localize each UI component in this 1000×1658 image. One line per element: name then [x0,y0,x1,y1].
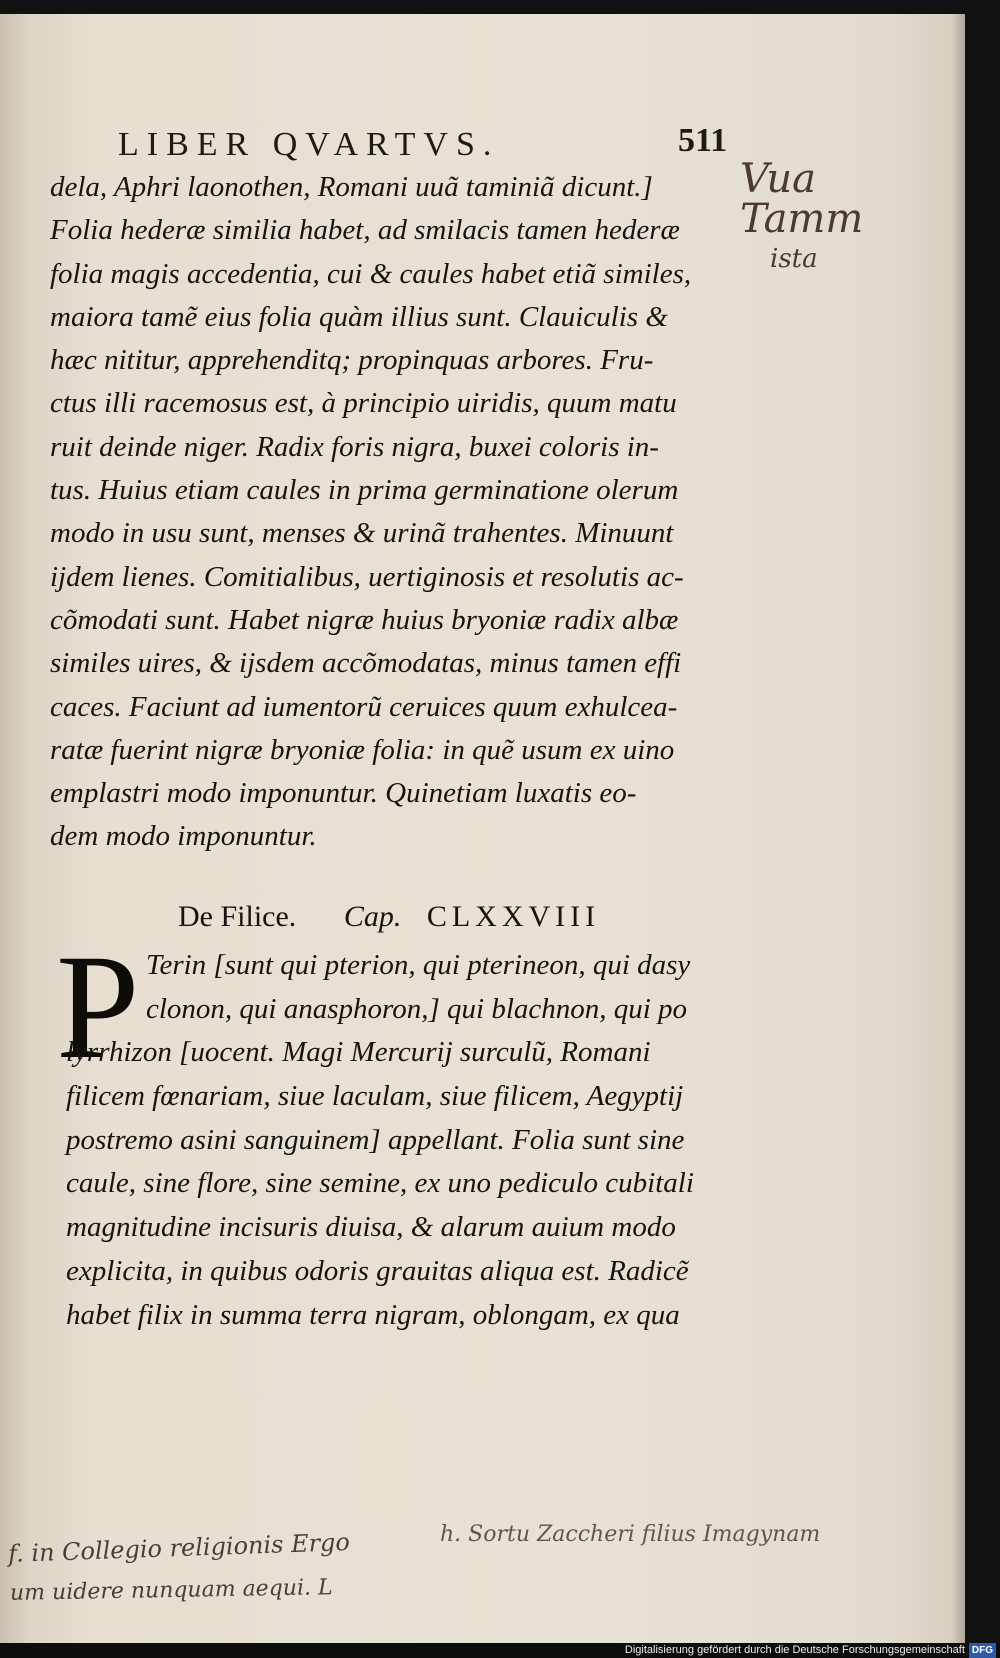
text-line: ijdem lienes. Comitialibus, uertiginosis et resolutis ac- [50,560,684,593]
chapter-heading [178,900,600,934]
text-line: tus. Huius etiam caules in prima germinatione olerum [50,474,679,507]
text-line: ratæ fuerint nigræ bryoniæ folia: in quẽ usum ex uino [50,733,675,766]
body-text [50,166,750,859]
book-page [0,14,965,1644]
text-line: filicem fœnariam, siue laculam, siue filicem, Aegyptij [66,1080,684,1113]
text-line: ctus illi racemosus est, à principio uiridis, quum matu [50,387,677,420]
marginal-note-top [740,156,940,279]
text-line: Folia hederæ similia habet, ad smilacis tamen hederæ [50,214,680,247]
text-line: hæc nititur, apprehenditq; propinquas arbores. Fru- [50,344,654,377]
text-line: cõmodati sunt. Habet nigræ huius bryoniæ radix albæ [50,603,679,636]
handwritten-note: f. in Collegio religionis Ergo [7,1528,351,1568]
text-line: caule, sine flore, sine semine, ex uno pediculo cubitali [66,1167,694,1200]
dfg-logo: DFG [969,1643,996,1658]
text-line: Terin [sunt qui pterion, qui pterineon, qui dasy [146,949,691,981]
drop-cap: P [56,924,140,1090]
text-line: lyrrhizon [uocent. Magi Mercurij surculũ, Romani [66,1036,651,1069]
running-head: LIBER QVARTVS. [118,126,500,163]
text-line: caces. Faciunt ad iumentorũ ceruices quum exhulcea- [50,690,678,723]
chapter-number: CLXXVIII [426,900,601,933]
text-line: emplastri modo imponuntur. Quinetiam luxatis eo- [50,777,637,810]
page-number: 511 [678,122,728,159]
marginal-note-line: Vua Tamm [740,156,864,242]
chapter-title: De Filice. [178,900,297,933]
text-line: ruit deinde niger. Radix foris nigra, buxei coloris in- [50,430,659,463]
text-line: dela, Aphri laonothen, Romani uuã taminiã dicunt.] [50,171,653,203]
page-edge-shadow [951,14,965,1644]
text-line: modo in usu sunt, menses & urinã trahentes. Minuunt [50,517,674,550]
footer-text: Digitalisierung gefördert durch die Deutsche Forschungsgemeinschaft [624,1644,965,1656]
text-line: similes uires, & ijsdem accõmodatas, minus tamen effi [50,647,682,680]
marginal-note-line: ista [770,244,818,274]
text-line: folia magis accedentia, cui & caules habet etiã similes, [50,257,692,290]
text-line: habet filix in summa terra nigram, oblongam, ex qua [66,1298,680,1331]
text-line: postremo asini sanguinem] appellant. Folia sunt sine [66,1123,685,1156]
text-line: maiora tamẽ eius folia quàm illius sunt. Clauiculis & [50,300,668,333]
footer-credit [0,1643,1000,1658]
handwritten-note: h. Sortu Zaccheri filius Imagynam [440,1522,821,1547]
text-line: magnitudine incisuris diuisa, & alarum auium modo [66,1211,676,1244]
text-line: explicita, in quibus odoris grauitas aliqua est. Radicẽ [66,1254,689,1287]
text-line: clonon, qui anasphoron,] qui blachnon, qui po [146,992,688,1025]
chapter-cap-label: Cap. [343,900,402,933]
handwritten-note: um uidere nunquam aequi. L [9,1575,333,1606]
chapter-text [66,944,766,1337]
text-line: dem modo imponuntur. [50,820,317,853]
